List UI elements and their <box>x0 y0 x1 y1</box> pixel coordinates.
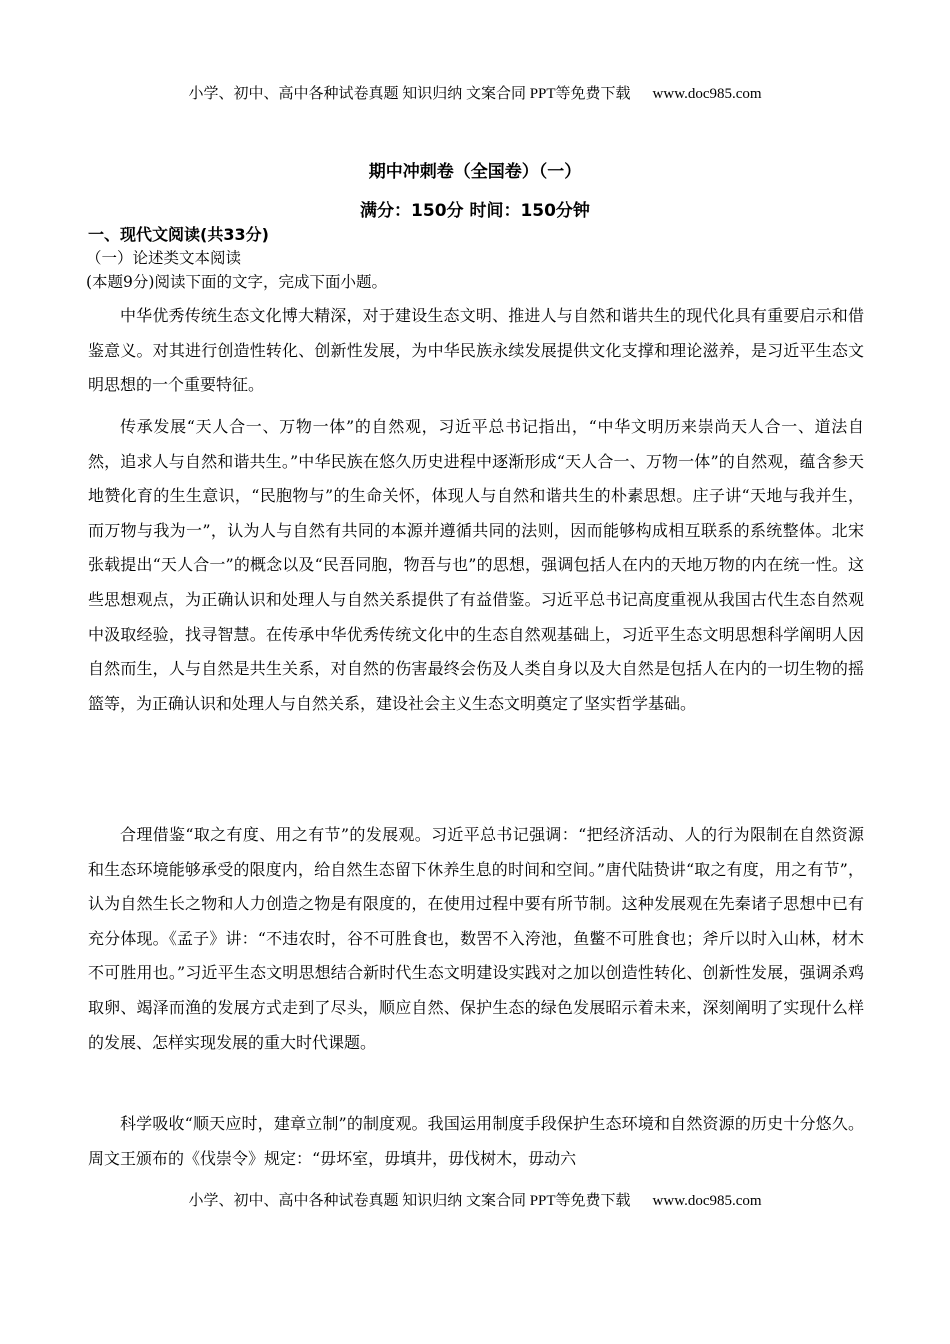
paragraph-4: 科学吸收“顺天应时，建章立制”的制度观。我国运用制度手段保护生态环境和自然资源的历史十分悠久。周文王颁布的《伐崇令》规定：“毋坏室，毋填井，毋伐树木，毋动六 <box>88 1114 864 1168</box>
question-instruction: (本题9分)阅读下面的文字，完成下面小题。 <box>86 273 387 291</box>
exam-title: 期中冲刺卷（全国卷）（一） <box>368 162 582 182</box>
page-footer <box>0 1189 950 1210</box>
header-text: 小学、初中、高中各种试卷真题 知识归纳 文案合同 PPT等免费下载 <box>188 86 631 102</box>
paragraph-1: 中华优秀传统生态文化博大精深，对于建设生态文明、推进人与自然和谐共生的现代化具有重要启示和借鉴意义。对其进行创造性转化、创新性发展，为中华民族永续发展提供文化支撑和理论滋养，是习近平生态文明思想的一个重要特征。 <box>88 306 864 395</box>
subsection-heading: （一）论述类文本阅读 <box>86 249 242 267</box>
footer-text: 小学、初中、高中各种试卷真题 知识归纳 文案合同 PPT等免费下载 <box>188 1193 631 1209</box>
footer-site-link[interactable]: www.doc985.com <box>652 1193 762 1209</box>
header-site-link[interactable]: www.doc985.com <box>652 86 762 102</box>
paragraph-3: 合理借鉴“取之有度、用之有节”的发展观。习近平总书记强调：“把经济活动、人的行为限制在自然资源和生态环境能够承受的限度内，给自然生态留下休养生息的时间和空间。”唐代陆贽讲“取之有度，用之有节”，认为自然生长之物和人力创造之物是有限度的，在使用过程中要有所节制。这种发展观在先秦诸子思想中已有充分体现。《孟子》讲：“不违农时，谷不可胜食也，数罟不入洿池，鱼鳖不可胜食也；斧斤以时入山林，材木不可胜用也。”习近平生态文明思想结合新时代生态文明建设实践对之加以创造性转化、创新性发展，强调杀鸡取卵、竭泽而渔的发展方式走到了尽头，顺应自然、保护生态的绿色发展昭示着未来，深刻阐明了实现什么样的发展、怎样实现发展的重大时代课题。 <box>88 825 864 1052</box>
page-header <box>0 82 950 103</box>
exam-subtitle: 满分：150分 时间：150分钟 <box>360 201 590 221</box>
section-heading: 一、现代文阅读(共33分) <box>88 225 269 244</box>
paragraph-2: 传承发展“天人合一、万物一体”的自然观，习近平总书记指出，“中华文明历来崇尚天人合一、道法自然，追求人与自然和谐共生。”中华民族在悠久历史进程中逐渐形成“天人合一、万物一体”的自然观，蕴含参天地赞化育的生生意识，“民胞物与”的生命关怀，体现人与自然和谐共生的朴素思想。庄子讲“天地与我并生，而万物与我为一”，认为人与自然有共同的本源并遵循共同的法则，因而能够构成相互联系的系统整体。北宋张载提出“天人合一”的概念以及“民吾同胞，物吾与也”的思想，强调包括人在内的天地万物的内在统一性。这些思想观点，为正确认识和处理人与自然关系提供了有益借鉴。习近平总书记高度重视从我国古代生态自然观中汲取经验，找寻智慧。在传承中华优秀传统文化中的生态自然观基础上，习近平生态文明思想科学阐明人因自然而生，人与自然是共生关系，对自然的伤害最终会伤及人类自身以及大自然是包括人在内的一切生物的摇篮等，为正确认识和处理人与自然关系，建设社会主义生态文明奠定了坚实哲学基础。 <box>88 417 864 713</box>
